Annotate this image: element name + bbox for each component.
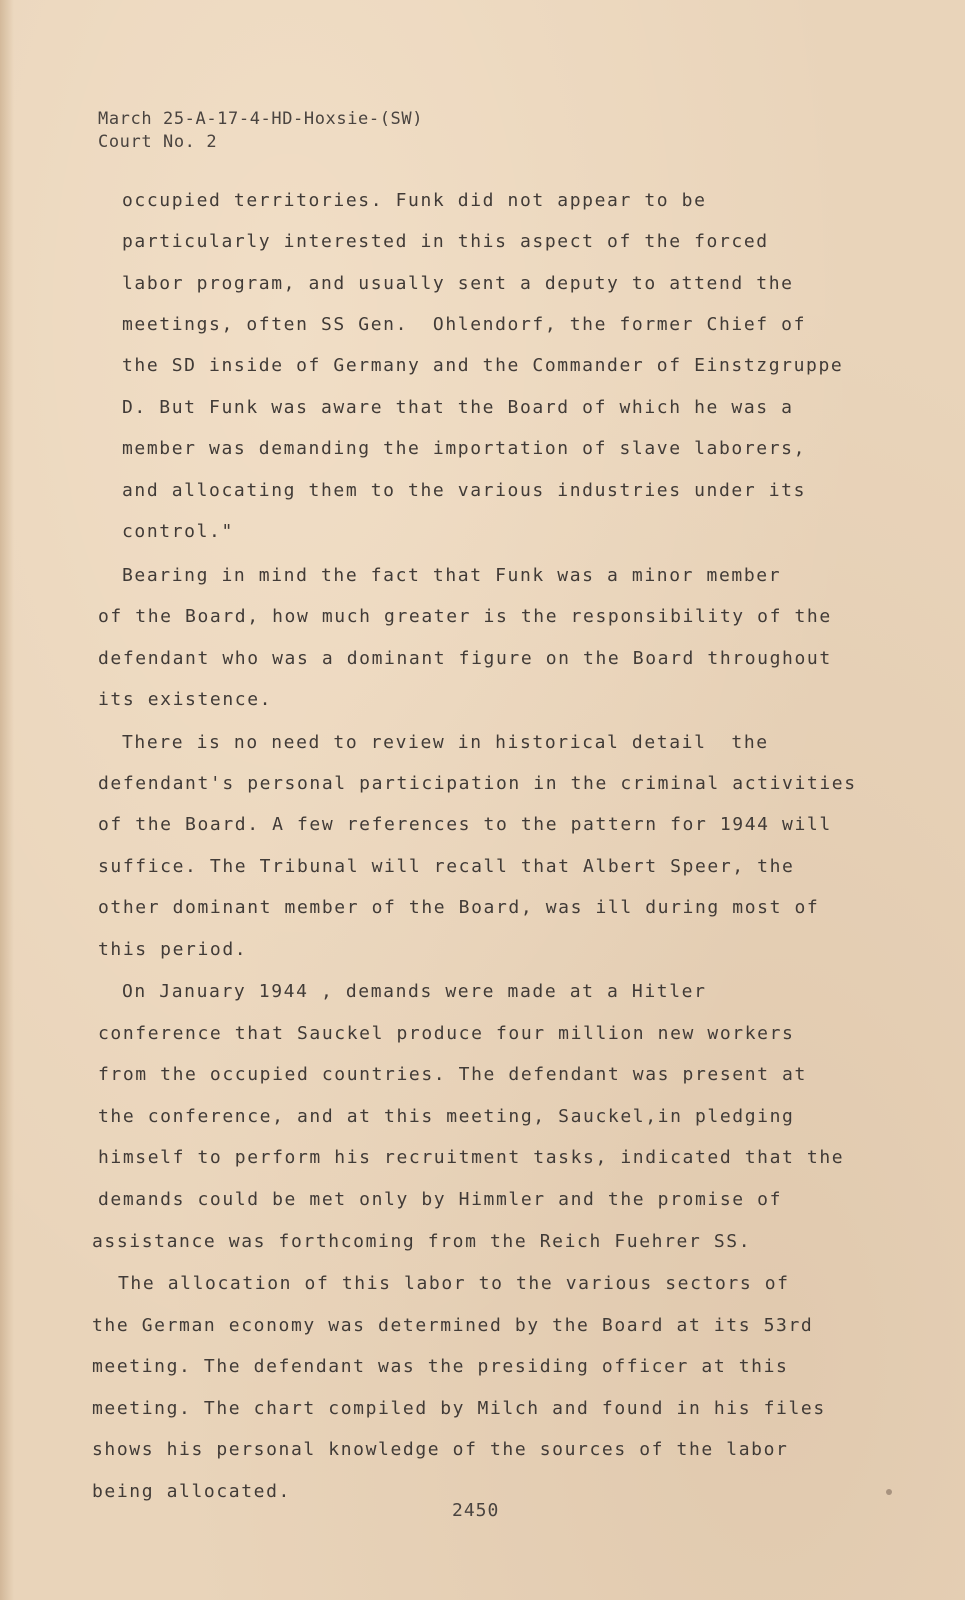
body-line: of the Board, how much greater is the responsibility of the <box>98 606 832 627</box>
body-line: labor program, and usually sent a deputy to attend the <box>122 273 794 294</box>
body-line: assistance was forthcoming from the Reich Fuehrer SS. <box>92 1231 752 1252</box>
header-court-line: Court No. 2 <box>98 132 218 152</box>
body-line: conference that Sauckel produce four million new workers <box>98 1023 795 1044</box>
body-line: D. But Funk was aware that the Board of which he was a <box>122 397 794 418</box>
body-line: control." <box>122 521 234 542</box>
body-line: its existence. <box>98 689 273 710</box>
body-line: Bearing in mind the fact that Funk was a minor member <box>122 565 782 586</box>
body-line: meeting. The chart compiled by Milch and found in his files <box>92 1398 826 1419</box>
body-line: meetings, often SS Gen. Ohlendorf, the former Chief of <box>122 314 807 335</box>
body-line: defendant's personal participation in the criminal activities <box>98 773 857 794</box>
body-line: and allocating them to the various industries under its <box>122 480 807 501</box>
body-line: demands could be met only by Himmler and the promise of <box>98 1189 783 1210</box>
body-line: from the occupied countries. The defendant was present at <box>98 1064 807 1085</box>
body-line: meeting. The defendant was the presiding officer at this <box>92 1356 789 1377</box>
body-line: defendant who was a dominant figure on the Board throughout <box>98 648 832 669</box>
body-line: member was demanding the importation of slave laborers, <box>122 438 807 459</box>
body-line: particularly interested in this aspect of the forced <box>122 231 769 252</box>
body-line: On January 1944 , demands were made at a Hitler <box>122 981 707 1002</box>
body-line: occupied territories. Funk did not appear to be <box>122 190 707 211</box>
body-line: the conference, and at this meeting, Sauckel,in pledging <box>98 1106 795 1127</box>
body-line: this period. <box>98 939 248 960</box>
page-number: 2450 <box>452 1500 500 1521</box>
body-line: other dominant member of the Board, was ill during most of <box>98 897 820 918</box>
body-line: the German economy was determined by the Board at its 53rd <box>92 1315 814 1336</box>
body-line: There is no need to review in historical detail the <box>122 732 769 753</box>
paper-speck <box>886 1489 892 1495</box>
body-line: The allocation of this labor to the various sectors of <box>118 1273 790 1294</box>
body-line: being allocated. <box>92 1481 291 1502</box>
body-line: himself to perform his recruitment tasks, indicated that the <box>98 1147 845 1168</box>
body-line: the SD inside of Germany and the Commander of Einstzgruppe <box>122 355 844 376</box>
body-line: shows his personal knowledge of the sources of the labor <box>92 1439 789 1460</box>
body-line: suffice. The Tribunal will recall that Albert Speer, the <box>98 856 795 877</box>
body-line: of the Board. A few references to the pattern for 1944 will <box>98 814 832 835</box>
header-reference-line: March 25-A-17-4-HD-Hoxsie-(SW) <box>98 109 424 129</box>
